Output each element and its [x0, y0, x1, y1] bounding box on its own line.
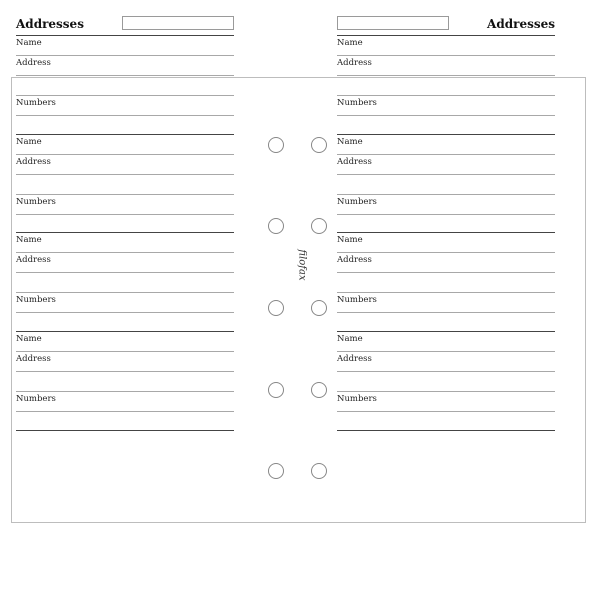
writing-line: [337, 154, 555, 155]
right-page: [337, 15, 555, 435]
numbers-label: Numbers: [337, 295, 377, 306]
page-title: Addresses: [16, 17, 84, 31]
binder-hole: [311, 463, 327, 479]
block-divider: [337, 134, 555, 135]
writing-line: [16, 214, 234, 215]
address-label: Address: [337, 255, 372, 266]
binder-hole: [268, 218, 284, 234]
address-label: Address: [16, 58, 51, 68]
binder-hole: [311, 300, 327, 316]
header-input-box: [122, 16, 234, 30]
binder-hole: [268, 463, 284, 479]
writing-line: [337, 312, 555, 313]
writing-line: [337, 75, 555, 76]
binder-hole: [311, 137, 327, 153]
name-label: Name: [337, 334, 363, 345]
writing-line: [16, 115, 234, 116]
writing-line: [16, 411, 234, 412]
address-label: Address: [16, 156, 51, 167]
writing-line: [16, 95, 234, 96]
writing-line: [16, 391, 234, 392]
writing-line: [337, 252, 555, 253]
binder-hole: [268, 382, 284, 398]
block-divider: [337, 35, 555, 36]
writing-line: [16, 75, 234, 76]
numbers-label: Numbers: [337, 98, 377, 108]
block-divider: [16, 232, 234, 233]
numbers-label: Numbers: [16, 196, 56, 207]
name-label: Name: [16, 136, 42, 147]
writing-line: [337, 55, 555, 56]
writing-line: [16, 252, 234, 253]
block-divider: [16, 134, 234, 135]
name-label: Name: [16, 334, 42, 345]
writing-line: [16, 351, 234, 352]
block-divider: [337, 232, 555, 233]
writing-line: [16, 174, 234, 175]
name-label: Name: [337, 136, 363, 147]
writing-line: [16, 194, 234, 195]
writing-line: [337, 214, 555, 215]
header-input-box: [337, 16, 449, 30]
numbers-label: Numbers: [16, 394, 56, 405]
writing-line: [16, 154, 234, 155]
binder-hole: [311, 382, 327, 398]
name-label: Name: [16, 38, 42, 48]
writing-line: [337, 371, 555, 372]
writing-line: [337, 174, 555, 175]
writing-line: [337, 194, 555, 195]
name-label: Name: [337, 235, 363, 246]
writing-line: [16, 272, 234, 273]
block-divider: [337, 430, 555, 431]
address-label: Address: [16, 354, 51, 365]
left-page: [16, 15, 234, 435]
numbers-label: Numbers: [337, 394, 377, 405]
writing-line: [337, 272, 555, 273]
writing-line: [16, 312, 234, 313]
writing-line: [337, 95, 555, 96]
binder-hole: [268, 300, 284, 316]
block-divider: [16, 430, 234, 431]
block-divider: [16, 331, 234, 332]
writing-line: [16, 371, 234, 372]
binder-hole: [268, 137, 284, 153]
writing-line: [16, 292, 234, 293]
name-label: Name: [337, 38, 363, 48]
writing-line: [337, 115, 555, 116]
writing-line: [337, 411, 555, 412]
address-label: Address: [337, 354, 372, 365]
numbers-label: Numbers: [16, 295, 56, 306]
block-divider: [337, 331, 555, 332]
numbers-label: Numbers: [337, 196, 377, 207]
address-label: Address: [337, 58, 372, 68]
numbers-label: Numbers: [16, 98, 56, 108]
page-title: Addresses: [487, 17, 555, 31]
writing-line: [337, 292, 555, 293]
address-label: Address: [337, 156, 372, 167]
name-label: Name: [16, 235, 42, 246]
writing-line: [337, 351, 555, 352]
writing-line: [337, 391, 555, 392]
brand-logo: filofax: [296, 249, 308, 281]
writing-line: [16, 55, 234, 56]
address-label: Address: [16, 255, 51, 266]
block-divider: [16, 35, 234, 36]
binder-hole: [311, 218, 327, 234]
